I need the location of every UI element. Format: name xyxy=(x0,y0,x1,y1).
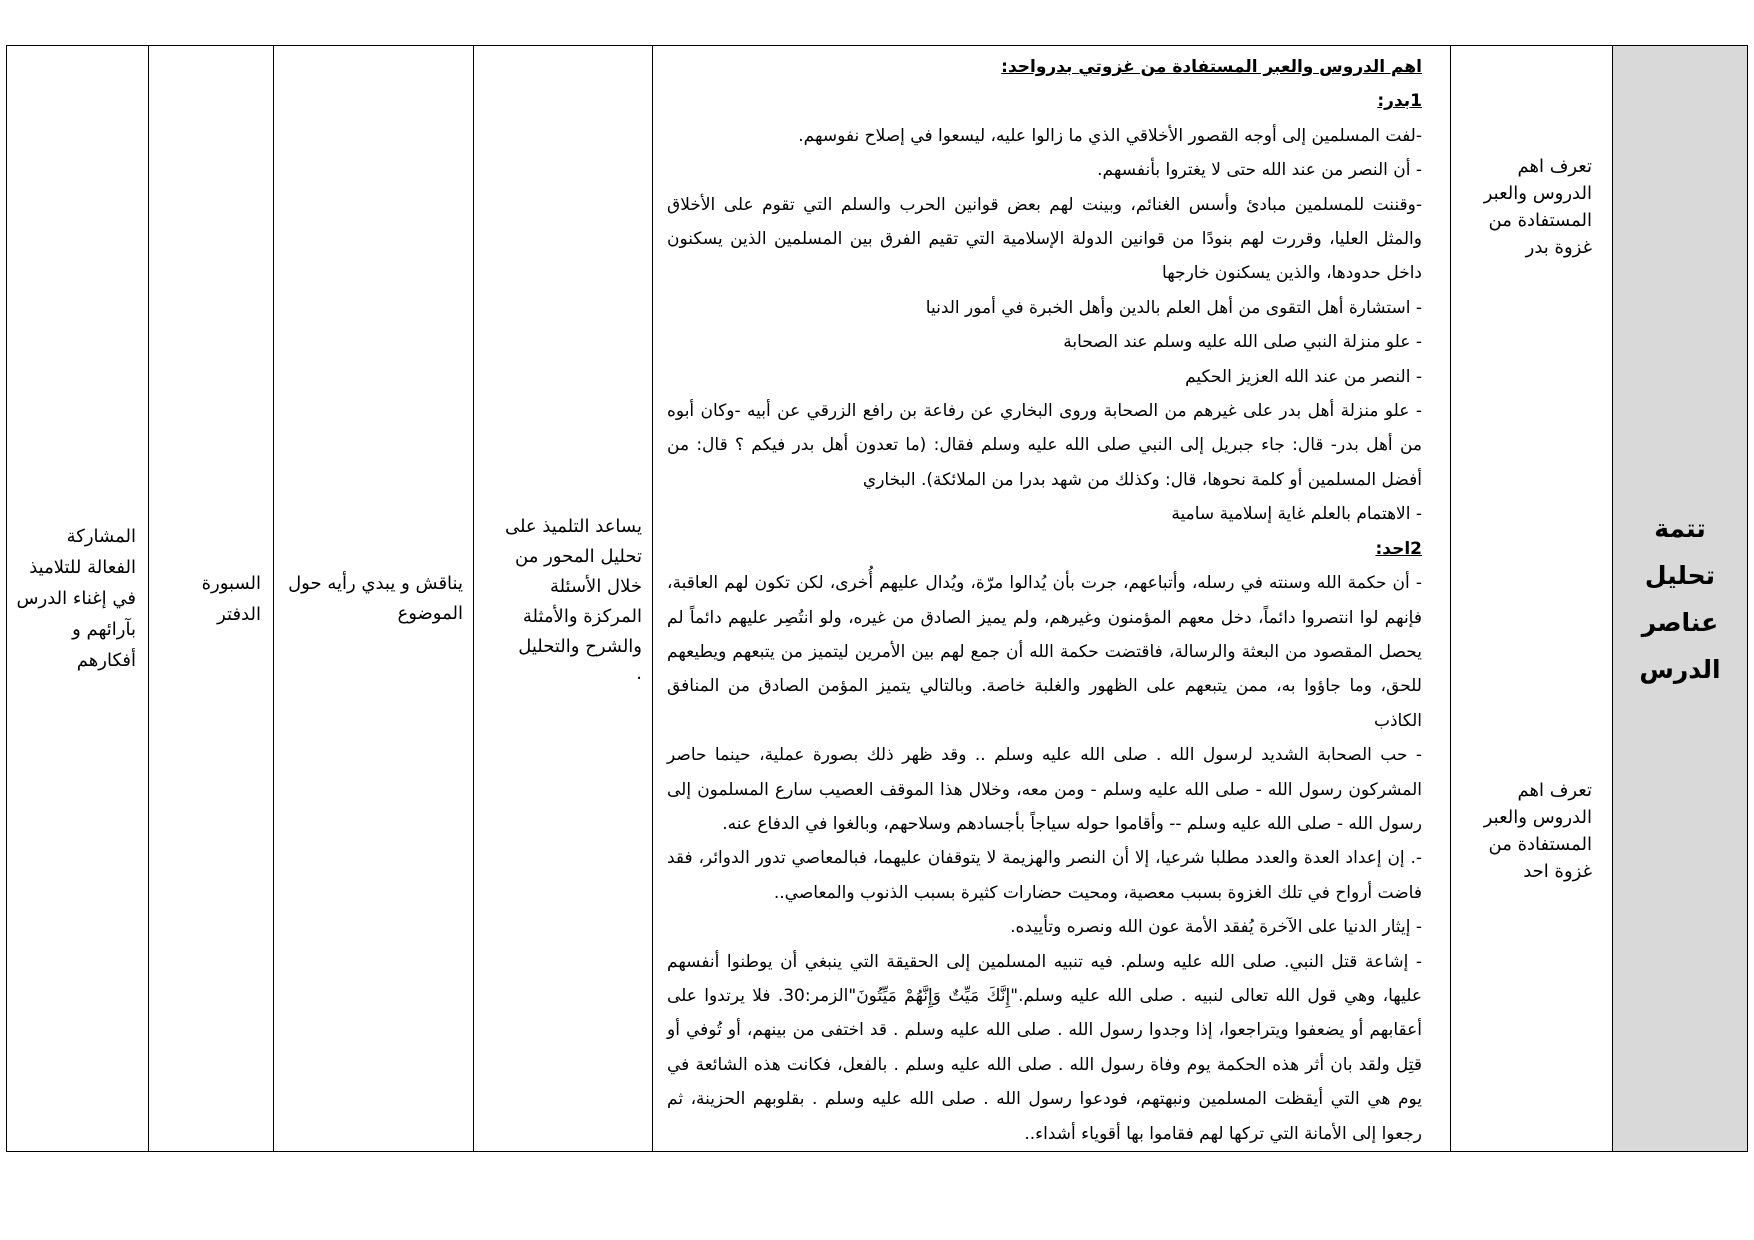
objectives-cell xyxy=(1451,46,1613,1152)
section-title-cell xyxy=(1613,46,1748,1152)
section-title-line-2: عناصر xyxy=(1641,607,1719,637)
teacher-role-cell xyxy=(474,46,653,1152)
badr-item: -وقننت للمسلمين مبادئ وأسس الغنائم، وبينت لهم بعض قوانين الحرب والسلم التي تقوم على الأخلاق والمثل العليا، وقررت لهم بنودًا من قوانين الدولة الإسلامية التي تقيم الفرق بين المسلمين الذين يسكنون داخل حدودها، والذين يسكنون خارجها xyxy=(667,194,1422,284)
badr-item: - الاهتمام بالعلم غاية إسلامية سامية xyxy=(1171,504,1422,525)
uhud-item: - أن حكمة الله وسنته في رسله، وأتباعهم، جرت بأن يُدالوا مرّة، ويُدال عليهم أُخرى، لكن تكون لهم العاقبة، فإنهم لوا انتصروا دائماً، دخل معهم المؤمنون وغيرهم، ولم يميز الصادق من غيره، ولو انتُصِر عليهم دائماً لم يحصل المقصود من البعثة والرسالة، فاقتضت حكمة الله أن جمع لهم بين الأمرين ليتميز من يتبعهم ويطيعهم للحق، وما جاؤوا به، ممن يتبعهم على الظهور والغلبة خاصة. وبالتالي يتميز المؤمن الصادق من المنافق الكاذب xyxy=(667,573,1422,731)
lesson-content xyxy=(653,46,1450,1151)
section-title-line-3: الدرس xyxy=(1639,654,1721,684)
teacher-role-dot: . xyxy=(636,662,642,684)
objective-uhud: تعرف اهم الدروس والعبر المستفادة من غزوة احد xyxy=(1483,780,1592,882)
table-row xyxy=(7,46,1748,1152)
badr-item: - النصر من عند الله العزيز الحكيم xyxy=(1185,366,1422,387)
content-cell xyxy=(653,46,1451,1152)
badr-item: - استشارة أهل التقوى من أهل العلم بالدين وأهل الخبرة في أمور الدنيا xyxy=(925,297,1422,318)
badr-item: - علو منزلة أهل بدر على غيرهم من الصحابة وروى البخاري عن رفاعة بن رافع الزرقي عن أبيه -وكان أبوه من أهل بدر- قال: جاء جبريل إلى النبي صلى الله عليه وسلم فقال: (ما تعدون أهل بدر فيكم ؟ قال: من أفضل المسلمين أو كلمة نحوها، قال: وكذلك من شهد بدرا من الملائكة). البخاري xyxy=(667,401,1422,490)
content-heading: اهم الدروس والعبر المستفادة من غزوتي بدرواحد: xyxy=(1001,57,1422,77)
uhud-item: -. إن إعداد العدة والعدد مطلبا شرعيا، إلا أن النصر والهزيمة لا يتوقفان عليهما، فبالمعاصي تدور الدوائر، فقد فاضت أرواح في تلك الغزوة بسبب معصية، ومحيت حضارات كثيرة بسبب الذنوب والمعاصي.. xyxy=(667,848,1422,903)
badr-item: -لفت المسلمين إلى أوجه القصور الأخلاقي الذي ما زالوا عليه، ليسعوا في إصلاح نفوسهم. xyxy=(798,125,1422,146)
uhud-item: - إيثار الدنيا على الآخرة يُفقد الأمة عون الله ونصره وتأييده. xyxy=(1010,917,1422,938)
teacher-role-text: يساعد التلميذ على تحليل المحور من خلال الأسئلة المركزة والأمثلة والشرح والتحليل xyxy=(504,515,642,657)
section-title-line-1: تتمة تحليل xyxy=(1644,513,1716,590)
badr-item: - علو منزلة النبي صلى الله عليه وسلم عند الصحابة xyxy=(1063,332,1422,353)
tool-item: السبورة xyxy=(201,572,261,594)
uhud-item: - حب الصحابة الشديد لرسول الله . صلى الله عليه وسلم .. وقد ظهر ذلك بصورة عملية، حينما حاصر المشركون رسول الله - صلى الله عليه وسلم - ومن معه، وخلال هذا الموقف العصيب سارع المسلمون إلى رسول الله - صلى الله عليه وسلم -- وأقاموا حوله سياجاً بأجسادهم وسلاحهم، وبالغوا في الدفاع عنه. xyxy=(667,745,1422,834)
tools-cell xyxy=(149,46,274,1152)
badr-heading: 1بدر: xyxy=(1377,91,1422,112)
tool-item: الدفتر xyxy=(217,603,261,625)
badr-item: - أن النصر من عند الله حتى لا يغتروا بأنفسهم. xyxy=(1097,160,1422,181)
lesson-plan-table xyxy=(6,45,1748,1152)
objective-badr: تعرف اهم الدروس والعبر المستفادة من غزوة بدر xyxy=(1483,156,1592,258)
uhud-item: - إشاعة قتل النبي. صلى الله عليه وسلم. فيه تنبيه المسلمين إلى الحقيقة التي ينبغي أن يوطنوا أنفسهم عليها، وهي قول الله تعالى لنبيه . صلى الله عليه وسلم."إِنَّكَ مَيِّتٌ وَإِنَّهُمْ مَيِّتُونَ"الزمر:30. فلا يرتدوا على أعقابهم أو يضعفوا ويتراجعوا، إذا وجدوا رسول الله . صلى الله عليه وسلم . قد اختفى من بينهم، أو تُوفي أو قتِل ولقد بان أثر هذه الحكمة يوم وفاة رسول الله . صلى الله عليه وسلم . بالفعل، فكانت هذه الشائعة في يوم هي التي أيقظت المسلمين ونبهتهم، فودعوا رسول الله . صلى الله عليه وسلم . بقلوبهم الحزينة، ثم رجعوا إلى الأمانة التي تركها لهم فقاموا بها أقوياء أشداء.. xyxy=(667,951,1423,1144)
evaluation-cell xyxy=(7,46,149,1152)
evaluation-text: المشاركة الفعالة للتلاميذ في إغناء الدرس بآرائهم و أفكارهم xyxy=(16,526,136,671)
uhud-heading: 2احد: xyxy=(1375,538,1422,559)
student-role-cell xyxy=(274,46,474,1152)
student-role-text: يناقش و يبدي رأيه حول الموضوع xyxy=(288,572,463,624)
tools-list xyxy=(149,568,273,630)
